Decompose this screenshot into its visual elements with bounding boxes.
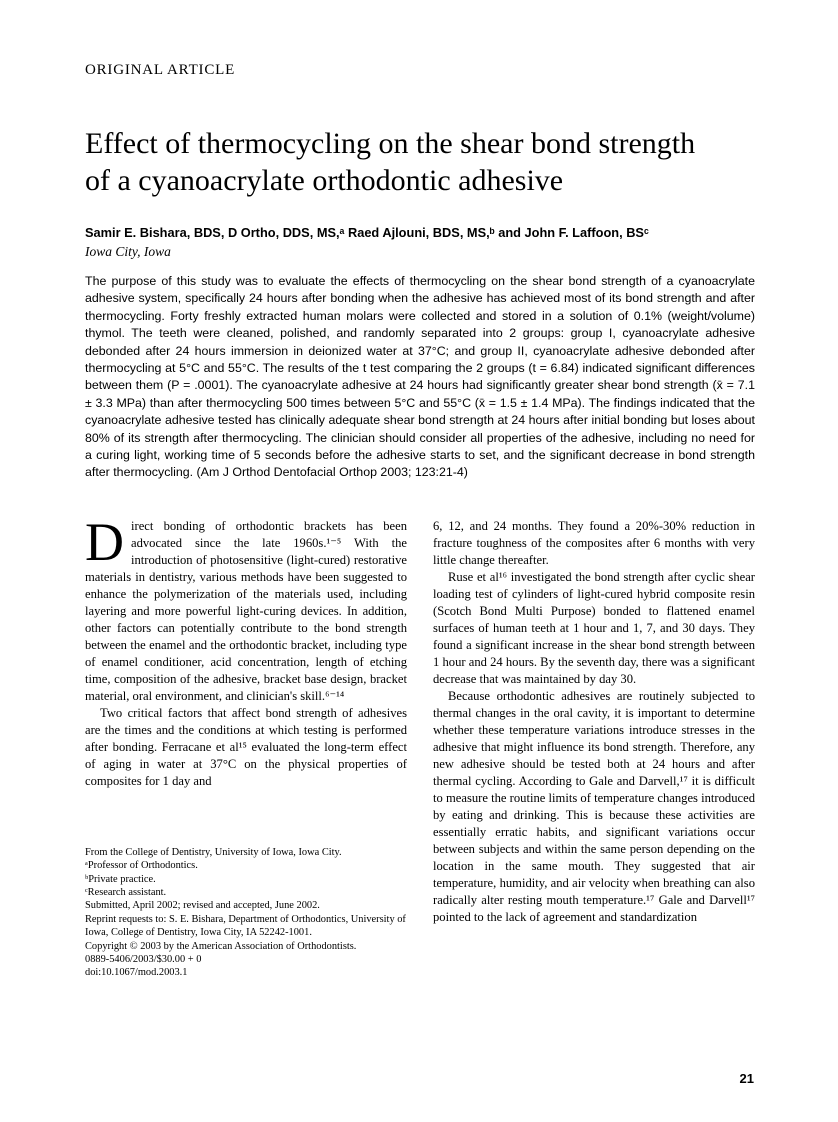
page-number: 21: [739, 1071, 754, 1086]
paragraph-intro-text: irect bonding of orthodontic brackets has been advocated since the late 1960s.¹⁻⁵ With the introduction of photosensitive (light-cured) restorative materials in dentistry, various methods have been suggested to enhance the polymerization of the materials used, including layering and more powerful light-curing devices. In addition, other factors can potentially contribute to the bond strength between the enamel and the orthodontic bracket, including type of enamel conditioner, acid concentration, length of etching time, composition of the adhesive, bracket base design, bracket material, oral environment, and clinician's skill.⁶⁻¹⁴: [85, 518, 407, 703]
section-label: ORIGINAL ARTICLE: [85, 62, 236, 78]
body-columns: [85, 511, 755, 980]
abstract-text: The purpose of this study was to evaluate the effects of thermocycling on the shear bond strength of a cyanoacrylate adhesive system, specifically 24 hours after bonding when the adhesive has achieved most of its bond strength and after thermocycling. Forty freshly extracted human molars were collected and stored in a solution of 0.1% (weight/volume) thymol. The teeth were cleaned, polished, and randomly separated into 2 groups: group I, cyanoacrylate adhesive debonded after 24 hours immersion in deionized water at 37°C; and group II, cyanoacrylate adhesive debonded after thermocycling at 5°C and 55°C. The results of the t test comparing the 2 groups (t = 6.84) indicated significant differences between them (P = .0001). The cyanoacrylate adhesive at 24 hours had significantly greater shear bond strength (x̄ = 7.1 ± 3.3 MPa) than after thermocycling 500 times between 5°C and 55°C (x̄ = 1.5 ± 1.4 MPa). The findings indicated that the cyanoacrylate adhesive tested has clinically adequate shear bond strength at 24 hours after initial bonding but loses about 80% of its strength after thermocycling. The clinician should consider all properties of the adhesive, including no need for a curing light, working time of 5 seconds before the adhesive starts to set, and the significant decrease in bond strength after thermocycling. (Am J Orthod Dentofacial Orthop 2003; 123:21-4): [85, 274, 755, 480]
paragraph: Two critical factors that affect bond strength of adhesives are the times and the conditions at which testing is performed after bonding. Ferracane et al¹⁵ evaluated the long-term effect of aging in water at 37°C on the physical properties of composites for 1 day and: [85, 705, 407, 788]
footnote-line: 0889-5406/2003/$30.00 + 0: [85, 954, 202, 966]
footnote-line: Submitted, April 2002; revised and accepted, June 2002.: [85, 900, 320, 912]
footnote-line: From the College of Dentistry, University of Iowa, Iowa City.: [85, 846, 342, 858]
paragraph: Because orthodontic adhesives are routinely subjected to thermal changes in the oral cavity, it is important to determine whether these temperature variations introduce stresses in the adhesive that might influence its bond strength. Therefore, any new adhesive should be tested both at 24 hours and after thermal cycling. According to Gale and Darvell,¹⁷ it is difficult to measure the routine limits of temperature changes introduced by eating and drinking. This is because these activities are essentially erratic habits, and significant variations occur between subjects and within the same person depending on the location in the same mouth. They suggested that air temperature, humidity, and air velocity when breathing can also radically alter resting mouth temperature.¹⁷ Gale and Darvell¹⁷ pointed to the lack of agreement and standardization: [433, 688, 755, 924]
left-column: [85, 511, 407, 980]
article-title: Effect of thermocycling on the shear bond strength of a cyanoacrylate orthodontic adhesive: [85, 127, 696, 197]
paragraph: Ruse et al¹⁶ investigated the bond strength after cyclic shear loading test of cylinders of light-cured hybrid composite resin (Scotch Bond Multi Purpose) bonded to flattened enamel surfaces of human teeth at 1 hour and 1, 7, and 30 days. They found a significant increase in the shear bond strength between 1 hour and 24 hours. By the seventh day, there was a significant decrease that was maintained by day 30.: [433, 569, 755, 686]
paragraph: 6, 12, and 24 months. They found a 20%-30% reduction in fracture toughness of the composites after 6 months with very little change thereafter.: [433, 518, 755, 567]
authors-line: Samir E. Bishara, BDS, D Ortho, DDS, MS,ᵃ Raed Ajlouni, BDS, MS,ᵇ and John F. Laffoon, BSᶜ: [85, 225, 649, 240]
paragraph-intro: [85, 511, 407, 705]
footnotes-block: [85, 836, 407, 980]
footnote-line: ᵃProfessor of Orthodontics.: [85, 860, 198, 872]
affiliation-location: Iowa City, Iowa: [85, 244, 171, 259]
footnote-line: doi:10.1067/mod.2003.1: [85, 967, 188, 979]
right-column: [433, 518, 755, 980]
footnote-line: Copyright © 2003 by the American Association of Orthodontists.: [85, 940, 357, 952]
drop-cap: D: [85, 511, 124, 572]
footnote-line: ᵇPrivate practice.: [85, 873, 156, 885]
footnote-line: Reprint requests to: S. E. Bishara, Department of Orthodontics, University of Iowa, College of Dentistry, Iowa City, IA 52242-1001.: [85, 913, 406, 939]
footnote-line: ᶜResearch assistant.: [85, 887, 167, 899]
